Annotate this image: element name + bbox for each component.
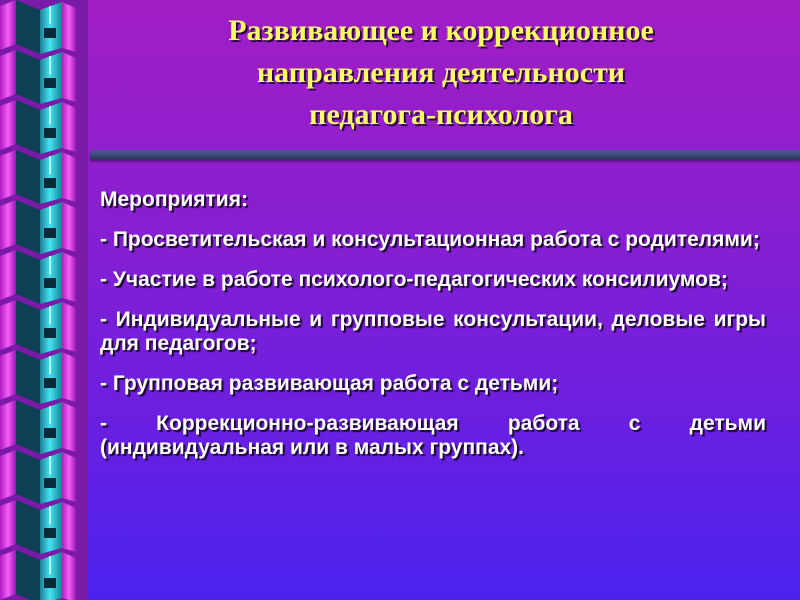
decorative-ribbon-column bbox=[0, 0, 88, 600]
list-item: - Индивидуальные и групповые консультации, деловые игры для педагогов; bbox=[100, 308, 766, 355]
ribbon-graphic bbox=[0, 0, 88, 600]
list-item: - Участие в работе психолого-педагогических консилиумов; bbox=[100, 268, 728, 291]
title-divider bbox=[90, 150, 800, 160]
activities-heading: Мероприятия: bbox=[100, 188, 248, 211]
activities-list bbox=[100, 188, 766, 476]
list-item: - Коррекционно-развивающая работа с детьми (индивидуальная или в малых группах). bbox=[100, 412, 766, 459]
slide-title bbox=[96, 10, 786, 136]
slide-title-line-2: направления деятельности bbox=[256, 56, 626, 89]
slide-title-line-3: педагога-психолога bbox=[309, 98, 573, 131]
list-item: - Просветительская и консультационная работа с родителями; bbox=[100, 228, 760, 251]
list-item: - Групповая развивающая работа с детьми; bbox=[100, 372, 559, 395]
slide-title-line-1: Развивающее и коррекционное bbox=[228, 14, 654, 47]
